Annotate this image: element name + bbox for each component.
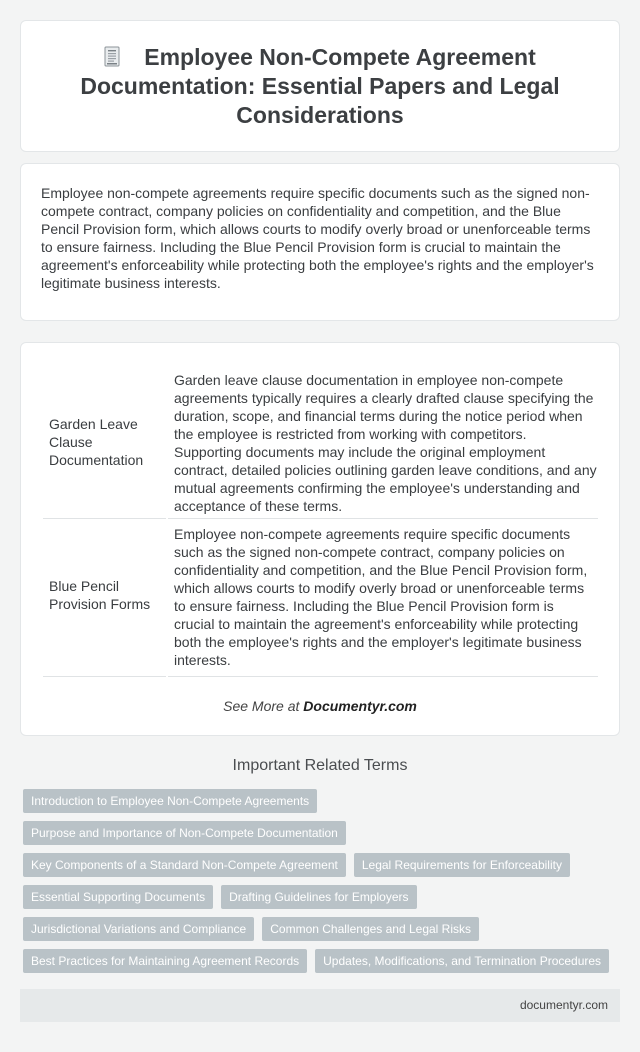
related-terms-list: [23, 789, 623, 973]
related-term-tag[interactable]: Jurisdictional Variations and Compliance: [23, 917, 254, 941]
see-more: [21, 698, 619, 714]
footer-site[interactable]: documentyr.com: [519, 998, 608, 1012]
documents-table: [20, 342, 620, 736]
summary-text: Employee non-compete agreements require specific documents such as the signed non-compete contract, company policies on confidentiality and competition, and the Blue Pencil Provision form, which allows courts to modify overly broad or unenforceable terms to ensure fairness. Including the Blue Pencil Provision form is crucial to maintain the agreement's enforceability while protecting both the employee's rights and the employer's legitimate business interests.: [41, 185, 594, 291]
related-term-tag[interactable]: Essential Supporting Documents: [23, 885, 213, 909]
page-title: [51, 43, 589, 130]
related-terms-title: Important Related Terms: [232, 757, 408, 774]
related-term-tag[interactable]: Drafting Guidelines for Employers: [221, 885, 416, 909]
related-term-tag[interactable]: Introduction to Employee Non-Compete Agreements: [23, 789, 317, 813]
related-term-tag[interactable]: Updates, Modifications, and Termination Procedures: [315, 949, 609, 973]
cell-divider: [166, 370, 168, 519]
related-term-tag[interactable]: Key Components of a Standard Non-Compete Agreement: [23, 853, 346, 877]
document-icon: [104, 46, 120, 67]
footer: [20, 989, 620, 1022]
related-term-tag[interactable]: Common Challenges and Legal Risks: [262, 917, 479, 941]
table-row: [43, 370, 598, 519]
row-label: Garden Leave Clause Documentation: [49, 416, 144, 468]
see-more-prefix: See More at: [223, 698, 304, 714]
row-description: Garden leave clause documentation in employee non-compete agreements typically requires a clearly drafted clause specifying the duration, scope, and financial terms during the notice period when the employee is restricted from working with competitors. Supporting documents may include the original employment contract, detailed policies outlining garden leave conditions, and any mutual agreements confirming the employee's understanding and acceptance of these terms.: [174, 372, 597, 514]
cell-divider: [166, 520, 168, 677]
summary-card: [20, 163, 620, 321]
related-term-tag[interactable]: Purpose and Importance of Non-Compete Documentation: [23, 821, 346, 845]
table-row: [43, 520, 598, 677]
see-more-link[interactable]: Documentyr.com: [303, 698, 417, 714]
related-term-tag[interactable]: Legal Requirements for Enforceability: [354, 853, 570, 877]
page-title-text: Employee Non-Compete Agreement Documentation: Essential Papers and Legal Considerations: [80, 44, 560, 128]
row-description: Employee non-compete agreements require specific documents such as the signed non-compete contract, company policies on confidentiality and competition, and the Blue Pencil Provision form, which allows courts to modify overly broad or unenforceable terms to ensure fairness. Including the Blue Pencil Provision form is crucial to maintain the agreement's enforceability while protecting both the employee's rights and the employer's legitimate business interests.: [174, 526, 588, 668]
title-card: [20, 20, 620, 152]
related-term-tag[interactable]: Best Practices for Maintaining Agreement Records: [23, 949, 307, 973]
row-label: Blue Pencil Provision Forms: [49, 578, 151, 612]
